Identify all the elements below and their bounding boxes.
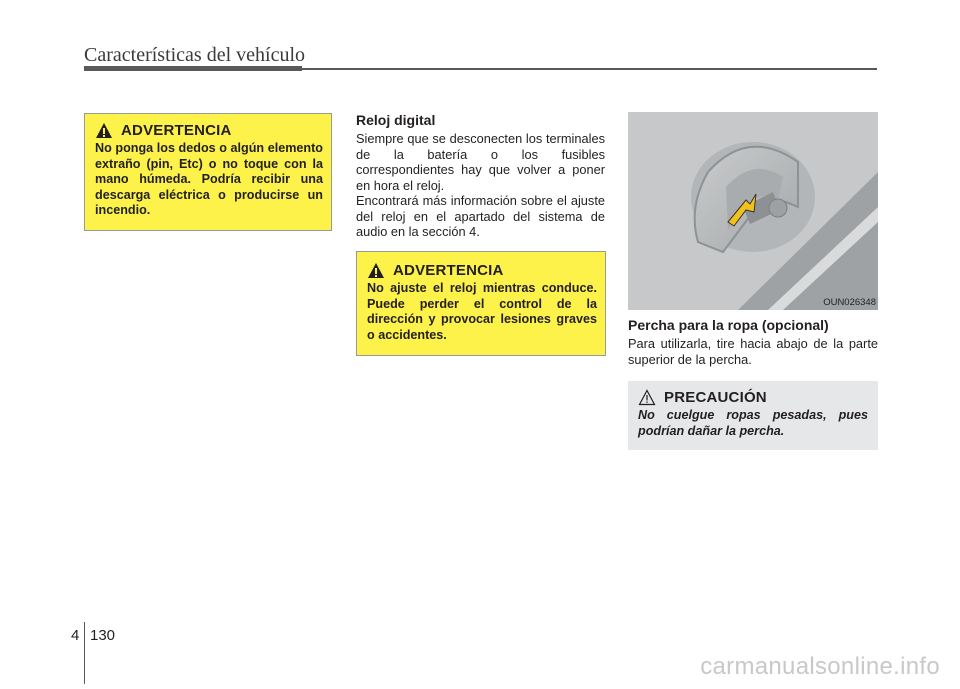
header-rule-thick xyxy=(84,66,302,71)
left-warning-title: ADVERTENCIA xyxy=(121,122,232,139)
clock-heading: Reloj digital xyxy=(356,112,436,128)
caution-box xyxy=(628,381,878,450)
page-number: 130 xyxy=(90,627,116,644)
coat-hanger-illustration xyxy=(628,112,878,310)
photo-code-label: OUN026348 xyxy=(823,297,876,308)
clock-paragraph-1: Siempre que se desconecten los terminales de la batería o los fusibles correspondientes hay que volver a poner en hora el reloj. xyxy=(356,131,605,193)
middle-warning-header xyxy=(367,262,597,279)
caution-title: PRECAUCIÓN xyxy=(664,389,767,406)
left-warning-box xyxy=(84,113,332,231)
middle-warning-box xyxy=(356,251,606,356)
chapter-number: 4 xyxy=(71,627,80,644)
section-title: Características del vehículo xyxy=(84,44,306,66)
coat-hanger-photo xyxy=(628,112,878,310)
left-warning-text: No ponga los dedos o algún elemento extraño (pin, Etc) o no toque con la mano húmeda. Podría recibir una descarga eléctrica o producirse un incendio. xyxy=(95,141,323,217)
caution-triangle-icon xyxy=(638,389,656,406)
header-rule-thin xyxy=(302,68,877,70)
middle-warning-title: ADVERTENCIA xyxy=(393,262,504,279)
hanger-heading: Percha para la ropa (opcional) xyxy=(628,317,829,333)
watermark: carmanualsonline.info xyxy=(700,653,940,680)
caution-header xyxy=(638,389,868,406)
warning-triangle-icon xyxy=(95,122,113,139)
warning-triangle-icon xyxy=(367,262,385,279)
middle-warning-text: No ajuste el reloj mientras conduce. Puede perder el control de la dirección y provocar lesiones graves o accidentes. xyxy=(367,281,597,342)
caution-text: No cuelgue ropas pesadas, pues podrían dañar la percha. xyxy=(638,408,868,438)
footer-divider xyxy=(84,622,85,684)
clock-paragraph-2: Encontrará más información sobre el ajuste del reloj en el apartado del sistema de audio en la sección 4. xyxy=(356,193,605,239)
left-warning-header xyxy=(95,122,323,139)
hanger-paragraph: Para utilizarla, tire hacia abajo de la parte superior de la percha. xyxy=(628,336,878,367)
